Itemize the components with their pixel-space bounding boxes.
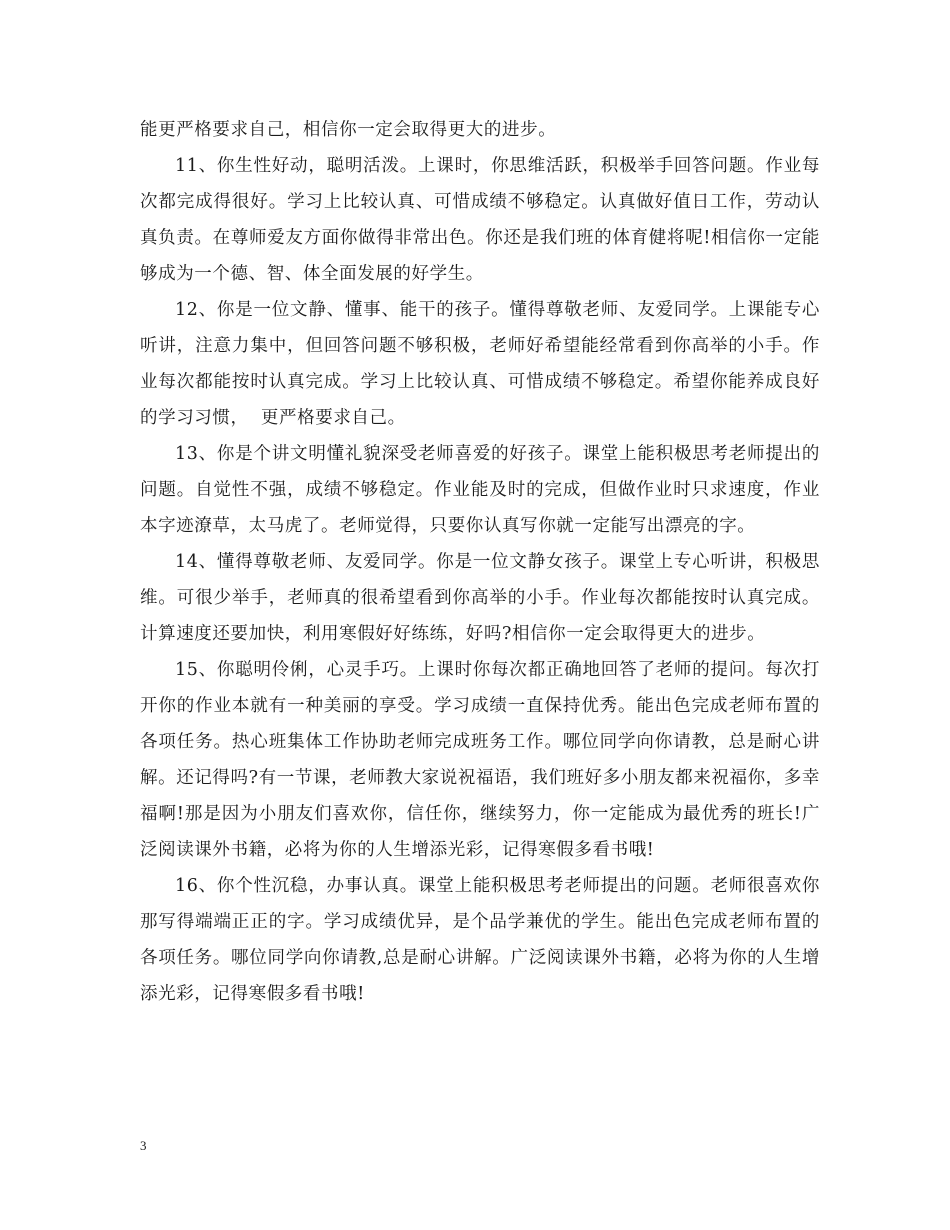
paragraph-comment-16: 16、你个性沉稳，办事认真。课堂上能积极思考老师提出的问题。老师很喜欢你那写得端端正正的字。学习成绩优异，是个品学兼优的学生。能出色完成老师布置的各项任务。哪位同学向你请教,总是耐心讲解。广泛阅读课外书籍，必将为你的人生增添光彩，记得寒假多看书哦! xyxy=(140,876,820,1004)
paragraph-continuation: 能更严格要求自己，相信你一定会取得更大的进步。 xyxy=(140,120,557,140)
page-number: 3 xyxy=(140,1138,147,1153)
paragraph-comment-15: 15、你聪明伶俐，心灵手巧。上课时你每次都正确地回答了老师的提问。每次打开你的作业本就有一种美丽的享受。学习成绩一直保持优秀。能出色完成老师布置的各项任务。热心班集体工作协助老师完成班务工作。哪位同学向你请教，总是耐心讲解。还记得吗?有一节课，老师教大家说祝福语，我们班好多小朋友都来祝福你，多幸福啊!那是因为小朋友们喜欢你，信任你，继续努力，你一定能成为最优秀的班长!广泛阅读课外书籍，必将为你的人生增添光彩，记得寒假多看书哦! xyxy=(140,660,820,860)
paragraph-comment-12: 12、你是一位文静、懂事、能干的孩子。懂得尊敬老师、友爱同学。上课能专心听讲，注意力集中，但回答问题不够积极，老师好希望能经常看到你高举的小手。作业每次都能按时认真完成。学习上比较认真、可惜成绩不够稳定。希望你能养成良好的学习习惯， 更严格要求自己。 xyxy=(140,300,820,428)
paragraph-comment-14: 14、懂得尊敬老师、友爱同学。你是一位文静女孩子。课堂上专心听讲，积极思维。可很少举手，老师真的很希望看到你高举的小手。作业每次都能按时认真完成。计算速度还要加快，利用寒假好好练练，好吗?相信你一定会取得更大的进步。 xyxy=(140,552,820,644)
paragraph-comment-13: 13、你是个讲文明懂礼貌深受老师喜爱的好孩子。课堂上能积极思考老师提出的问题。自觉性不强，成绩不够稳定。作业能及时的完成，但做作业时只求速度，作业本字迹潦草，太马虎了。老师觉得，只要你认真写你就一定能写出漂亮的字。 xyxy=(140,444,820,536)
paragraph-comment-11: 11、你生性好动，聪明活泼。上课时，你思维活跃，积极举手回答问题。作业每次都完成得很好。学习上比较认真、可惜成绩不够稳定。认真做好值日工作，劳动认真负责。在尊师爱友方面你做得非常出色。你还是我们班的体育健将呢!相信你一定能够成为一个德、智、体全面发展的好学生。 xyxy=(140,156,820,284)
document-body xyxy=(140,112,820,1012)
